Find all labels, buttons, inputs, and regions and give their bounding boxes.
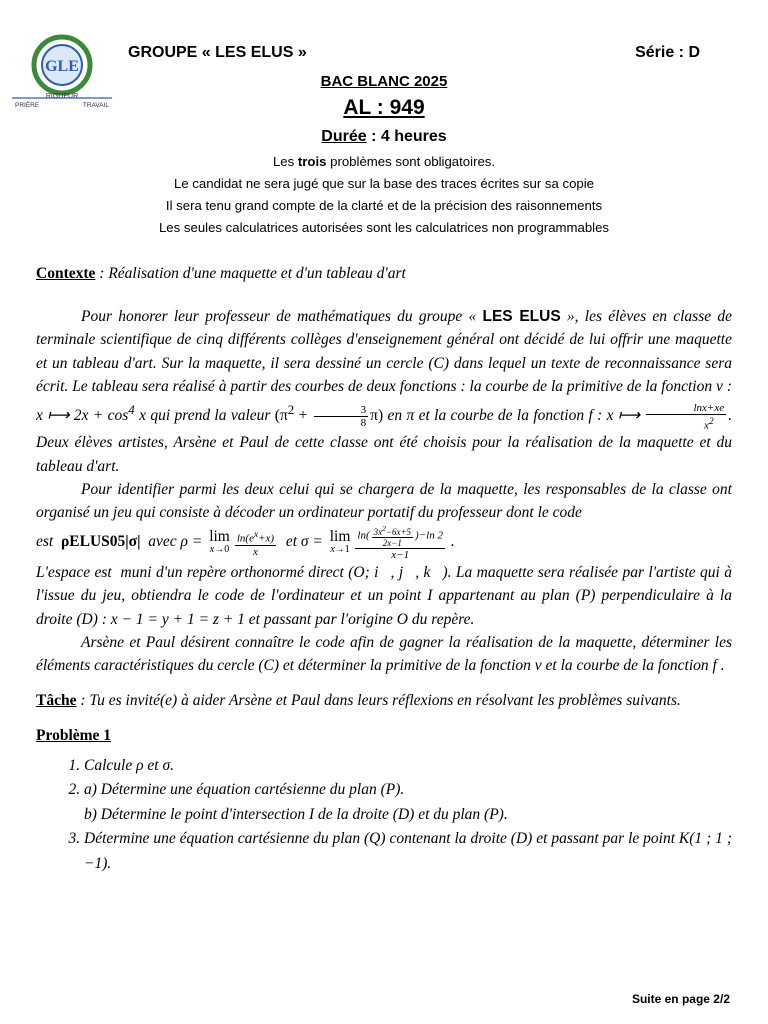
rule-line: Il sera tenu grand compte de la clarté et de la précision des raisonnements [165, 198, 603, 213]
rule-line: Les trois problèmes sont obligatoires. [272, 154, 496, 169]
contexte-paragraph-2: Pour identifier parmi les deux celui qui se chargera de la maquette, les responsables de la classe ont organisé un jeu qui consiste à décoder un ordinateur portatif du professeur dont le code [36, 480, 732, 522]
exam-rules [0, 151, 768, 239]
contexte-heading: Contexte : Réalisation d'une maquette et d'un tableau d'art [36, 265, 406, 282]
rule-line: Le candidat ne sera jugé que sur la base des traces écrites sur sa copie [173, 176, 595, 191]
page-footer: Suite en page 2/2 [631, 992, 730, 1006]
probleme1-questions [36, 754, 732, 877]
tache-paragraph: Tâche : Tu es invité(e) à aider Arsène et Paul dans leurs réflexions en résolvant les problèmes suivants. [36, 692, 681, 710]
rule-line: Les seules calculatrices autorisées sont les calculatrices non programmables [158, 220, 610, 235]
question-1: 1. Calcule ρ et σ. [84, 754, 732, 779]
serie-label: Série : D [635, 44, 700, 61]
group-name: GROUPE « LES ELUS » [128, 44, 307, 61]
question-3: 3. Détermine une équation cartésienne du plan (Q) contenant la droite (D) et passant par le point K(1 ; 1 ; −1). [84, 827, 732, 876]
logo-center-text: GLE [45, 58, 79, 75]
logo-motto-2: RIGUEUR [45, 93, 79, 100]
exam-body [36, 262, 732, 876]
logo-motto-1: PRIÈRE [15, 102, 40, 109]
contexte-paragraph-4: Arsène et Paul désirent connaître le code afin de gagner la réalisation de la maquette, déterminer les éléments caractéristiques du cercle (C) et déterminer la primitive de la fonction v et la courbe de la fonction f . [36, 633, 732, 675]
code-line: est ρELUS05|σ| avec ρ = lim x→0 $\frac{\ln(e^x+x)}{x}$ et σ = lim x→1 ln( $\frac{3x^2-6x+5}{2x-1}$ )−ln 2 x−1 . [36, 524, 455, 562]
exam-duration: Durée : 4 heures [321, 128, 447, 145]
contexte-paragraph-3: L'espace est muni d'un repère orthonormé direct (O; i⃗, j⃗, k⃗). La maquette sera réalisée par l'artiste qui à l'issue du jeu, obtiendra le code de l'ordinateur et un point I appartenant au plan (P) perpendiculaire à la droite (D) : x − 1 = y + 1 = z + 1 et passant par l'origine O du repère. [36, 564, 733, 628]
logo-motto-3: TRAVAIL [82, 102, 109, 109]
contexte-paragraph-1: Pour honorer leur professeur de mathématiques du groupe « LES ELUS », les élèves en classe de terminale scientifique de cinq différents collèges d'enseignement général ont décidé de lui offrir une maquette et un tableau d'art. Sur la maquette, il sera dessiné un cercle (C) dans lequel un texte de reconnaissance sera écrit. Le tableau sera réalisé à partir des courbes de deux fonctions : la courbe de la primitive de la fonction v : x ⟼ $2x + \cos^4 x$ qui prend la valeur ($\pi^2$ + $\frac{3}{8}$ π) en π et la courbe de la fonction f : x ⟼ $\frac{\ln x+xe}{x^2}$ . Deux élèves artistes, Arsène et Paul de cette classe ont été choisis pour la réalisation de la maquette et du tableau d'art. [36, 308, 732, 475]
exam-code: AL : 949 [343, 96, 425, 119]
question-2: 2. a) Détermine une équation cartésienne du plan (P). b) Détermine le point d'intersection I de la droite (D) et du plan (P). [84, 778, 732, 827]
exam-title: BAC BLANC 2025 [320, 73, 448, 90]
probleme1-heading: Problème 1 [36, 727, 112, 745]
